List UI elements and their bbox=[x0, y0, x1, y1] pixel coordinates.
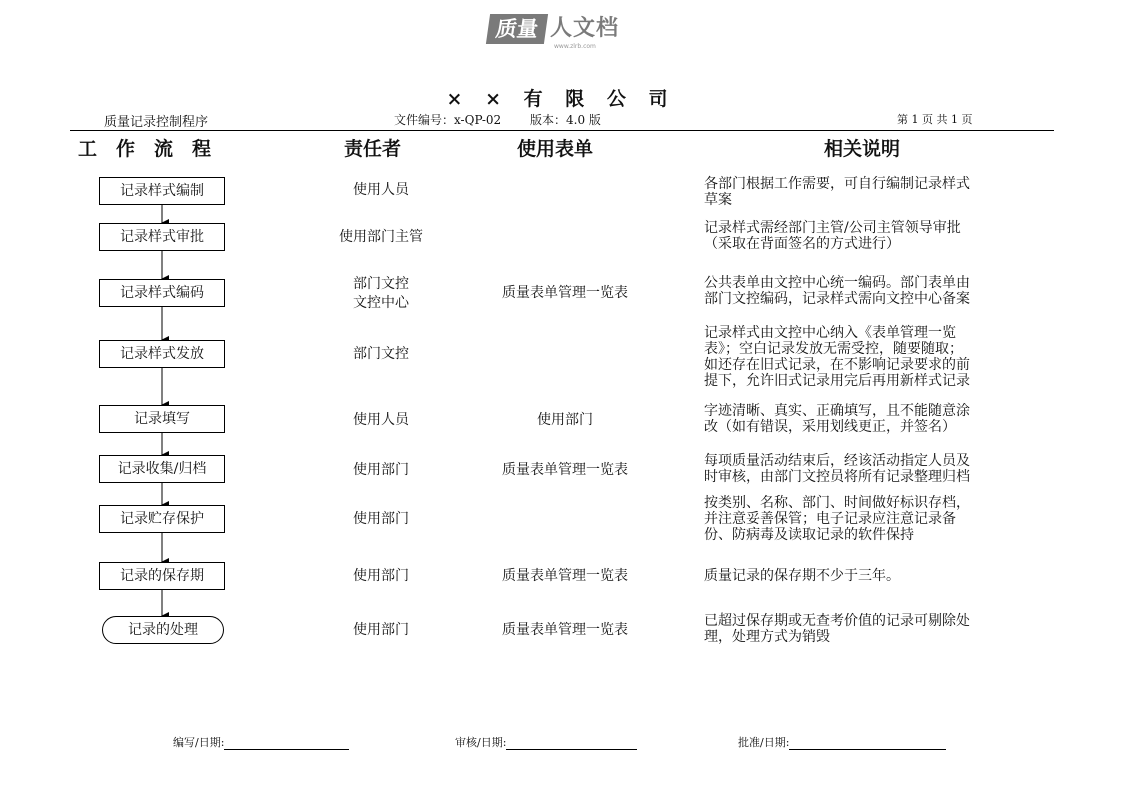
step-note: 已超过保存期或无查考价值的记录可剔除处 理，处理方式为销毁 bbox=[704, 613, 970, 645]
approved-line[interactable] bbox=[789, 737, 946, 750]
reviewed-line[interactable] bbox=[506, 737, 637, 750]
page-number: 第 1 页 共 1 页 bbox=[897, 113, 973, 126]
step-form: 质量表单管理一览表 bbox=[502, 568, 628, 584]
reviewed-date bbox=[455, 734, 637, 750]
step-form: 质量表单管理一览表 bbox=[502, 285, 628, 301]
version: 版本：4.0 版 bbox=[530, 113, 601, 127]
col-form: 使用表单 bbox=[517, 138, 594, 160]
step-box-distribute: 记录样式发放 bbox=[99, 340, 225, 368]
step-box-fill: 记录填写 bbox=[99, 405, 225, 433]
step-responsible: 使用人员 bbox=[353, 412, 409, 428]
approved-date bbox=[738, 734, 946, 750]
step-form: 质量表单管理一览表 bbox=[502, 622, 628, 638]
company-name: × × 有 限 公 司 bbox=[446, 88, 676, 110]
written-label: 编写/日期: bbox=[173, 736, 225, 749]
step-form: 质量表单管理一览表 bbox=[502, 462, 628, 478]
step-responsible: 使用部门 bbox=[353, 511, 409, 527]
step-note: 记录样式由文控中心纳入《表单管理一览 表》；空白记录发放无需受控，随要随取； 如还存在旧式记录，在不影响记录要求的前 提下，允许旧式记录用完后再用新样式记录 bbox=[704, 325, 970, 389]
step-box-compile: 记录样式编制 bbox=[99, 177, 225, 205]
step-responsible: 使用人员 bbox=[353, 182, 409, 198]
doc-number: 文件编号：x-QP-02 bbox=[394, 113, 502, 127]
step-responsible: 使用部门 bbox=[353, 462, 409, 478]
col-responsible: 责任者 bbox=[344, 138, 402, 160]
step-box-approve: 记录样式审批 bbox=[99, 223, 225, 251]
step-box-disposal: 记录的处理 bbox=[102, 616, 224, 644]
step-box-retention: 记录的保存期 bbox=[99, 562, 225, 590]
step-responsible: 使用部门 bbox=[353, 568, 409, 584]
col-flow: 工 作 流 程 bbox=[78, 138, 212, 160]
step-form: 使用部门 bbox=[537, 412, 593, 428]
step-responsible: 部门文控 文控中心 bbox=[353, 276, 409, 311]
step-note: 按类别、名称、部门、时间做好标识存档， 并注意妥善保管；电子记录应注意记录备 份、防病毒及读取记录的软件保持 bbox=[704, 495, 970, 543]
col-notes: 相关说明 bbox=[824, 138, 901, 160]
step-responsible: 使用部门 bbox=[353, 622, 409, 638]
written-line[interactable] bbox=[224, 737, 349, 750]
reviewed-label: 审核/日期: bbox=[455, 736, 507, 749]
step-note: 每项质量活动结束后，经该活动指定人员及 时审核，由部门文控员将所有记录整理归档 bbox=[704, 453, 970, 485]
step-note: 各部门根据工作需要，可自行编制记录样式 草案 bbox=[704, 176, 970, 208]
procedure-title: 质量记录控制程序 bbox=[104, 115, 209, 130]
logo-box: 质量 bbox=[486, 14, 548, 44]
step-box-storage: 记录贮存保护 bbox=[99, 505, 225, 533]
step-box-collect: 记录收集/归档 bbox=[99, 455, 225, 483]
step-note: 质量记录的保存期不少于三年。 bbox=[704, 568, 900, 584]
step-note: 记录样式需经部门主管/公司主管领导审批 （采取在背面签名的方式进行） bbox=[704, 220, 961, 252]
step-box-encode: 记录样式编码 bbox=[99, 279, 225, 307]
written-date bbox=[173, 734, 349, 750]
step-note: 公共表单由文控中心统一编码。部门表单由 部门文控编码，记录样式需向文控中心备案 bbox=[704, 275, 970, 307]
logo-text: 人文档 bbox=[550, 16, 620, 41]
step-note: 字迹清晰、真实、正确填写，且不能随意涂 改（如有错误，采用划线更正，并签名） bbox=[704, 403, 970, 435]
step-responsible: 部门文控 bbox=[353, 346, 409, 362]
approved-label: 批准/日期: bbox=[738, 736, 790, 749]
logo-url: www.zlrb.com bbox=[554, 43, 596, 50]
step-responsible: 使用部门主管 bbox=[339, 229, 423, 245]
